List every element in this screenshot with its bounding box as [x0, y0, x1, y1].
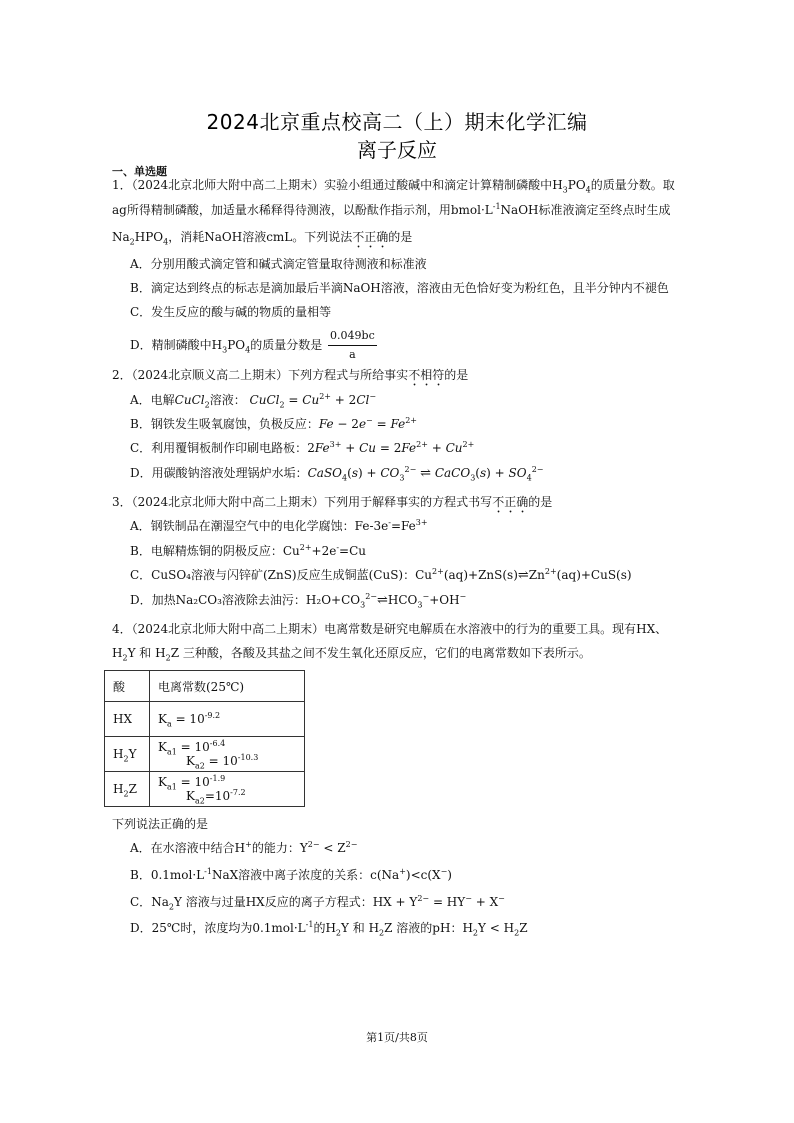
q1-stem-line1: 1．（2024北京北师大附中高二上期末）实验小组通过酸碱中和滴定计算精制磷酸中$H_3PO_4$的质量分数。取 — [112, 178, 675, 195]
q4-option-b: B．$0.1mol\cdot L^{-1}NaX$溶液中离子浓度的关系：c(Na+)<c(X−) — [130, 867, 452, 882]
q2-option-b: B．钢铁发生吸氧腐蚀，负极反应：$Fe - 2e^- = Fe^{2+}$ — [130, 416, 418, 431]
page-footer: 第1页/共8页 — [366, 1031, 428, 1044]
page-title: 2024北京重点校高二（上）期末化学汇编 — [206, 110, 588, 134]
q3-option-b: B．电解精炼铜的阴极反应：$Cu^{2+}+2e^-=Cu$ — [130, 543, 366, 558]
q2-stem: 2．（2024北京顺义高二上期末）下列方程式与所给事实不相符的是 — [112, 368, 469, 382]
q4-option-c: C．$Na_2Y$ 溶液与过量HX反应的离子方程式：HX + $Y^{2-} = HY^- + X^-$ — [130, 894, 505, 912]
q3-option-c: C．CuSO₄溶液与闪锌矿(ZnS)反应生成铜蓝(CuS)：$Cu^{2+}(aq)+ZnS(s)\rightleftharpoons Zn^{2+}(aq)+CuS(s)$ — [130, 567, 632, 583]
table-header-acid: 酸 — [105, 671, 150, 702]
section-heading: 一、单选题 — [112, 165, 167, 178]
table-row: $H_2Y$ $K_{a1} = 10^{-6.4}$ $K_{a2} = 10^{-10.3}$ — [105, 737, 305, 772]
q1-option-d: D．精制磷酸中$H_3PO_4$的质量分数是 $\frac{0.049bc}{a}$ — [130, 329, 375, 361]
q2-option-d: D．用碳酸钠溶液处理锅炉水垢：CaSO$_4$(s) + $CO_3^{2-}$ ⇌ CaCO$_3$(s) + $SO_4^{2-}$ — [130, 465, 544, 483]
q3-option-a: A．钢铁制品在潮湿空气中的电化学腐蚀：$Fe-3e^-=Fe^{3+}$ — [130, 518, 428, 533]
q4-stem-line1: 4．（2024北京北师大附中高二上期末）电离常数是研究电解质在水溶液中的行为的重要工具。现有HX、 — [112, 622, 668, 636]
q4-after-table: 下列说法正确的是 — [112, 817, 209, 831]
q4-option-a: A．在水溶液中结合H+的能力：$Y^{2-} < Z^{2-}$ — [130, 840, 358, 855]
q4-stem-line2: $H_2Y$ 和 $H_2Z$ 三种酸，各酸及其盐之间不发生氧化还原反应，它们的电离常数如下表所示。 — [112, 646, 591, 663]
table-row: $H_2Z$ $K_{a1} = 10^{-1.9}$ $K_{a2}=10^{-7.2}$ — [105, 772, 305, 807]
table-row: HX $K_a = 10^{-9.2}$ — [105, 702, 305, 737]
page-subtitle: 离子反应 — [357, 138, 437, 162]
q3-option-d: D．加热Na₂CO₃溶液除去油污：$H_2O+CO_3^{2-}\rightleftharpoons HCO_3^-+OH^-$ — [130, 592, 467, 610]
q1-option-c: C．发生反应的酸与碱的物质的量相等 — [130, 305, 332, 319]
q4-option-d: D．25℃时，浓度均为$0.1mol\cdot L^{-1}$的$H_2Y$ 和 $H_2Z$ 溶液的pH：$H_2Y < H_2Z$ — [130, 920, 528, 938]
q1-option-b: B．滴定达到终点的标志是滴加最后半滴NaOH溶液，溶液由无色恰好变为粉红色，且半分钟内不褪色 — [130, 281, 669, 295]
q2-option-c: C．利用覆铜板制作印刷电路板：$2Fe^{3+} + Cu = 2Fe^{2+} + Cu^{2+}$ — [130, 440, 475, 455]
q1-stem-line2: ag所得精制磷酸，加适量水稀释得待测液，以酚酞作指示剂，用$bmol\cdot L^{-1}NaOH$标准液滴定至终点时生成 — [112, 202, 671, 217]
table-header-constant: 电离常数(25℃) — [150, 671, 305, 702]
q2-option-a: A．电解CuCl$_2$溶液： CuCl$_2$ = $Cu^{2+} + 2Cl^-$ — [130, 392, 377, 410]
q1-option-a: A．分别用酸式滴定管和碱式滴定管量取待测液和标准液 — [130, 257, 427, 271]
q1-stem-line3: $Na_2HPO_4$，消耗NaOH溶液cmL。下列说法不正确的是 — [112, 230, 413, 247]
ionization-constant-table — [104, 670, 305, 807]
fraction: $\frac{0.049bc}{a}$ — [330, 329, 375, 361]
q3-stem: 3．（2024北京北师大附中高二上期末）下列用于解释事实的方程式书写不正确的是 — [112, 495, 553, 509]
